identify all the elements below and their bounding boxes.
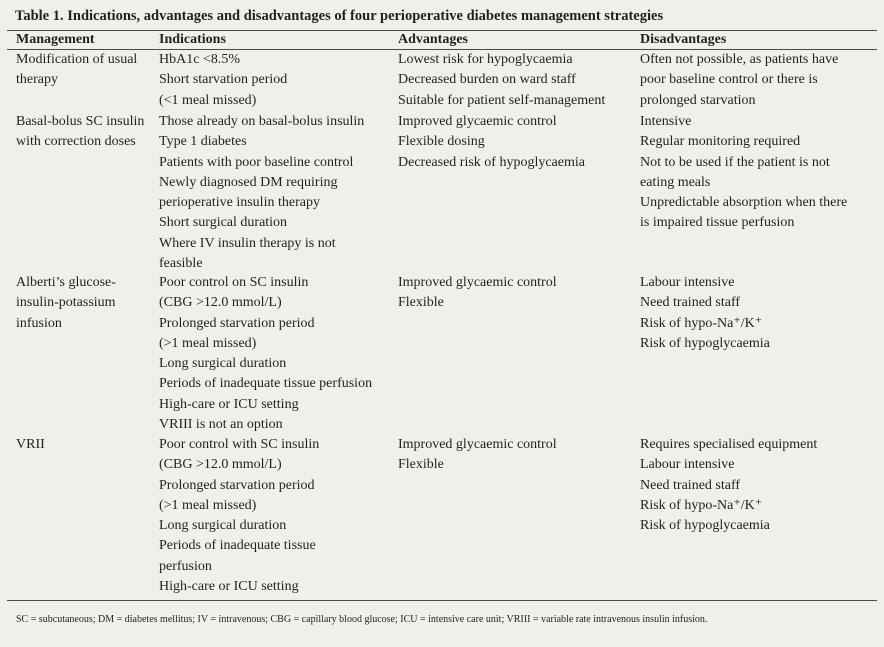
cell-line: perioperative insulin therapy: [159, 195, 320, 211]
cell-indications: [159, 273, 372, 435]
cell-line: Periods of inadequate tissue: [159, 538, 316, 554]
table-caption: Table 1. Indications, advantages and disadvantages of four perioperative diabetes management strategies: [15, 8, 664, 24]
cell-line: Long surgical duration: [159, 356, 287, 372]
cell-line: Improved glycaemic control: [398, 275, 557, 290]
cell-line: therapy: [16, 72, 58, 88]
cell-indications: [159, 50, 287, 111]
cell-line: (>1 meal missed): [159, 335, 257, 351]
cell-line: Decreased risk of hypoglycaemia: [398, 154, 585, 170]
cell-line: Risk of hypoglycaemia: [640, 335, 770, 351]
cell-line: poor baseline control or there is: [640, 72, 818, 88]
header-advantages: Advantages: [398, 32, 469, 47]
cell-line: (CBG >12.0 mmol/L): [159, 295, 282, 311]
cell-line: with correction doses: [16, 134, 136, 150]
cell-line: HbA1c <8.5%: [159, 52, 240, 67]
cell-line: Risk of hypo-Na⁺/K⁺: [640, 315, 763, 331]
cell-line: Poor control with SC insulin: [159, 437, 320, 452]
cell-line: Improved glycaemic control: [398, 114, 557, 129]
cell-line: High-care or ICU setting: [159, 579, 299, 595]
cell-line: VRII: [16, 437, 45, 452]
cell-management: [16, 112, 144, 153]
cell-line: prolonged starvation: [640, 92, 756, 108]
cell-line: insulin-potassium: [16, 295, 116, 311]
cell-line: Risk of hypoglycaemia: [640, 518, 770, 534]
cell-line: Prolonged starvation period: [159, 315, 315, 331]
cell-line: Poor control on SC insulin: [159, 275, 309, 290]
bottom-rule: [7, 600, 877, 601]
cell-line: Flexible: [398, 295, 444, 311]
cell-line: (<1 meal missed): [159, 92, 257, 108]
cell-advantages: [398, 112, 585, 173]
cell-line: Suitable for patient self-management: [398, 92, 606, 108]
cell-line: Prolonged starvation period: [159, 477, 315, 493]
cell-line: Periods of inadequate tissue perfusion: [159, 376, 373, 392]
cell-line: Newly diagnosed DM requiring: [159, 174, 338, 190]
cell-line: Long surgical duration: [159, 518, 287, 534]
footnote: SC = subcutaneous; DM = diabetes mellitus; IV = intravenous; CBG = capillary blood glucose; ICU = intensive care unit; VRIII = variable rate intravenous insulin infusion.: [16, 614, 708, 625]
cell-advantages: [398, 435, 557, 476]
cell-line: Need trained staff: [640, 477, 741, 493]
cell-line: Basal-bolus SC insulin: [16, 114, 145, 129]
cell-line: Alberti’s glucose-: [16, 275, 116, 290]
header-disadvantages: Disadvantages: [640, 32, 727, 47]
cell-line: Not to be used if the patient is not: [640, 154, 830, 170]
cell-line: Short surgical duration: [159, 215, 288, 231]
cell-line: Flexible dosing: [398, 134, 485, 150]
cell-line: Type 1 diabetes: [159, 134, 247, 150]
cell-line: Regular monitoring required: [640, 134, 801, 150]
cell-line: (>1 meal missed): [159, 497, 257, 513]
cell-line: Requires specialised equipment: [640, 437, 818, 452]
cell-management: [16, 273, 116, 334]
cell-disadvantages: [640, 435, 817, 536]
cell-line: Unpredictable absorption when there: [640, 195, 848, 211]
cell-line: Risk of hypo-Na⁺/K⁺: [640, 497, 763, 513]
cell-line: Flexible: [398, 457, 444, 473]
cell-management: [16, 50, 137, 91]
cell-line: VRIII is not an option: [159, 417, 283, 433]
cell-line: Often not possible, as patients have: [640, 52, 839, 67]
cell-line: Patients with poor baseline control: [159, 154, 354, 170]
cell-disadvantages: [640, 50, 838, 111]
cell-disadvantages: [640, 273, 770, 354]
cell-line: Short starvation period: [159, 72, 288, 88]
cell-indications: [159, 435, 319, 597]
cell-line: High-care or ICU setting: [159, 396, 299, 412]
cell-line: perfusion: [159, 558, 212, 574]
cell-line: Lowest risk for hypoglycaemia: [398, 52, 573, 67]
header-indications: Indications: [159, 32, 226, 47]
cell-line: Labour intensive: [640, 457, 735, 473]
cell-indications: [159, 112, 364, 274]
cell-line: Modification of usual: [16, 52, 138, 67]
cell-disadvantages: [640, 112, 847, 234]
cell-line: Need trained staff: [640, 295, 741, 311]
cell-management: [16, 435, 45, 455]
cell-line: Decreased burden on ward staff: [398, 72, 576, 88]
cell-line: infusion: [16, 315, 62, 331]
cell-line: Improved glycaemic control: [398, 437, 557, 452]
cell-line: feasible: [159, 256, 203, 272]
cell-line: Labour intensive: [640, 275, 735, 290]
cell-line: (CBG >12.0 mmol/L): [159, 457, 282, 473]
cell-advantages: [398, 50, 605, 111]
cell-line: Intensive: [640, 114, 692, 129]
cell-line: Those already on basal-bolus insulin: [159, 114, 365, 129]
cell-line: Where IV insulin therapy is not: [159, 235, 336, 251]
cell-line: is impaired tissue perfusion: [640, 215, 795, 231]
cell-advantages: [398, 273, 557, 314]
cell-line: eating meals: [640, 174, 711, 190]
header-management: Management: [16, 32, 95, 47]
